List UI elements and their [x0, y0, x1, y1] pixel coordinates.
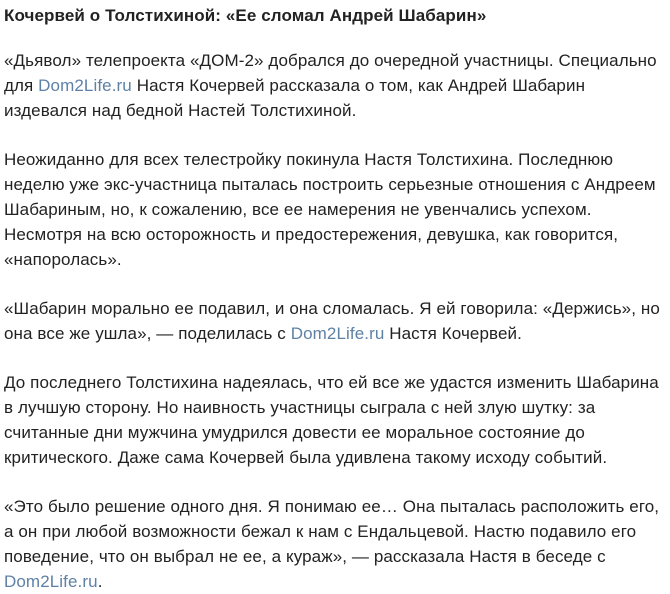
- paragraph-text: Неожиданно для всех телестройку покинула Настя Толстихина. Последнюю неделю уже экс-участница пыталась построить серьезные отношения с Андреем Шабариным, но, к сожалению, все ее намерения не увенчались успехом. Несмотря на всю осторожность и предостережения, девушка, как говорится, «напоролась».: [4, 150, 656, 269]
- dom2life-link[interactable]: Dom2Life.ru: [290, 324, 385, 343]
- article-paragraph: [4, 370, 662, 470]
- dom2life-link[interactable]: Dom2Life.ru: [38, 76, 132, 95]
- dom2life-link[interactable]: Dom2Life.ru: [4, 572, 98, 591]
- article-title: Кочервей о Толстихиной: «Ее сломал Андрей Шабарин»: [4, 6, 487, 25]
- paragraph-text: Настя Кочервей.: [384, 324, 522, 343]
- paragraph-text: Настя Кочервей рассказала о том, как Андрей Шабарин издевался над бедной Настей Толстихиной.: [4, 76, 586, 120]
- paragraph-text: «Шабарин морально ее подавил, и она сломалась. Я ей говорила: «Держись», но она все же ушла», — поделилась с: [4, 299, 660, 343]
- article-paragraph: [4, 48, 662, 123]
- article-paragraph: [4, 494, 662, 594]
- paragraph-text: До последнего Толстихина надеялась, что ей все же удастся изменить Шабарина в лучшую сторону. Но наивность участницы сыграла с ней злую шутку: за считанные дни мужчина умудрился довести ее моральное состояние до критического. Даже сама Кочервей была удивлена такому исходу событий.: [4, 373, 659, 467]
- paragraph-text: «Дьявол» телепроекта «ДОМ-2» добрался до очередной участницы. Специально для: [4, 51, 657, 95]
- article-paragraph: [4, 296, 662, 346]
- article-paragraph: [4, 147, 662, 272]
- article-body: [4, 48, 662, 594]
- paragraph-text: «Это было решение одного дня. Я понимаю ее… Она пыталась расположить его, а он при любой возможности бежал к нам с Ендальцевой. Настю подавило его поведение, что он выбрал не ее, а кураж», — рассказала Настя в беседе с: [4, 497, 660, 566]
- paragraph-text: .: [97, 572, 103, 591]
